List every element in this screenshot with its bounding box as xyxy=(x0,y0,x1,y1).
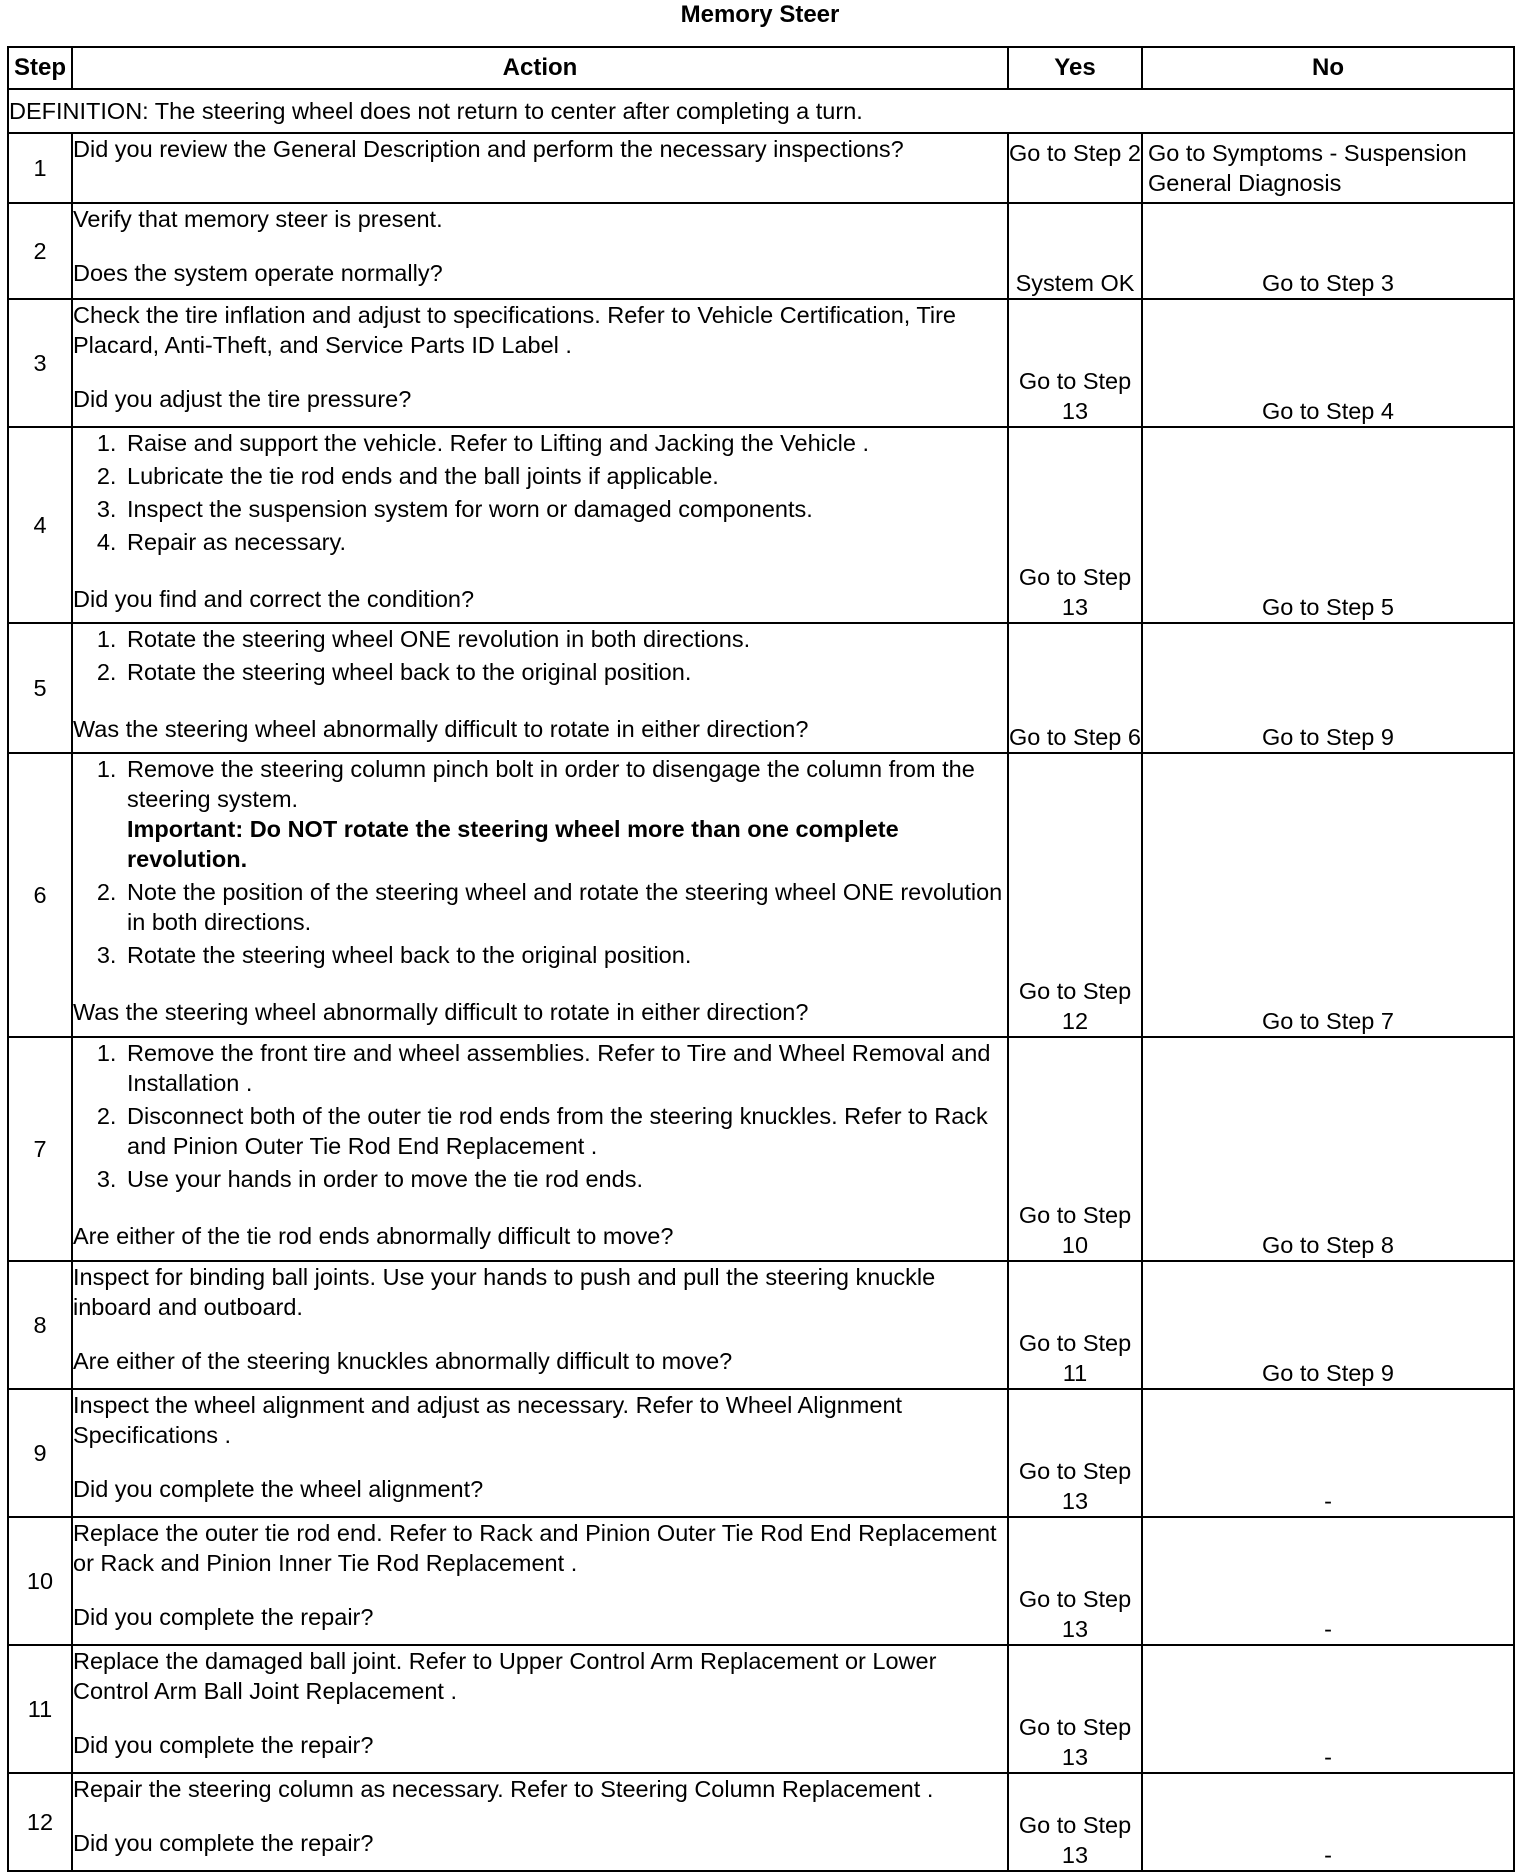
step-number: 9 xyxy=(8,1389,72,1517)
yes-result: Go to Step 13 xyxy=(1008,1517,1142,1645)
yes-result: Go to Step 13 xyxy=(1008,299,1142,427)
step-number: 3 xyxy=(8,299,72,427)
step-row xyxy=(8,1261,1514,1389)
action-question: Did you complete the repair? xyxy=(73,1830,374,1856)
procedure-item: 2. Lubricate the tie rod ends and the ball joints if applicable. xyxy=(123,461,1007,491)
procedure-item: 1. Raise and support the vehicle. Refer to Lifting and Jacking the Vehicle . xyxy=(123,428,1007,458)
yes-result: Go to Step 12 xyxy=(1008,753,1142,1037)
action-text: Repair the steering column as necessary. Refer to Steering Column Replacement . xyxy=(73,1776,934,1802)
step-number: 5 xyxy=(8,623,72,753)
no-result: Go to Step 4 xyxy=(1142,299,1514,427)
procedure-item: 4. Repair as necessary. xyxy=(123,527,1007,557)
procedure-item: 3. Use your hands in order to move the tie rod ends. xyxy=(123,1164,1007,1194)
procedure-item: 3. Rotate the steering wheel back to the original position. xyxy=(123,940,1007,970)
action-question: Are either of the tie rod ends abnormally difficult to move? xyxy=(73,1223,674,1249)
no-result: - xyxy=(1142,1517,1514,1645)
action-cell xyxy=(72,1645,1008,1773)
step-row xyxy=(8,1645,1514,1773)
action-cell xyxy=(72,1037,1008,1261)
action-cell xyxy=(72,623,1008,753)
no-result: Go to Step 9 xyxy=(1142,1261,1514,1389)
yes-result: System OK xyxy=(1008,203,1142,299)
action-question: Did you complete the wheel alignment? xyxy=(73,1476,484,1502)
definition-text: DEFINITION: The steering wheel does not return to center after completing a turn. xyxy=(8,89,1514,133)
no-result: - xyxy=(1142,1389,1514,1517)
procedure-item: 2. Disconnect both of the outer tie rod ends from the steering knuckles. Refer to Rack and Pinion Outer Tie Rod End Replacement . xyxy=(123,1101,1007,1161)
procedure-list xyxy=(73,754,1007,970)
step-row xyxy=(8,623,1514,753)
procedure-item: 2. Note the position of the steering wheel and rotate the steering wheel ONE revolution in both directions. xyxy=(123,877,1007,937)
yes-result: Go to Step 13 xyxy=(1008,1389,1142,1517)
action-text: Verify that memory steer is present. xyxy=(73,206,443,232)
action-question: Did you adjust the tire pressure? xyxy=(73,386,412,412)
step-row xyxy=(8,427,1514,623)
yes-result: Go to Step 6 xyxy=(1008,623,1142,753)
step-number: 8 xyxy=(8,1261,72,1389)
step-number: 10 xyxy=(8,1517,72,1645)
action-text: Replace the outer tie rod end. Refer to Rack and Pinion Outer Tie Rod End Replacement or Rack and Pinion Inner Tie Rod Replacement . xyxy=(73,1520,997,1576)
no-result: - xyxy=(1142,1773,1514,1871)
yes-result: Go to Step 2 xyxy=(1008,133,1142,203)
yes-result: Go to Step 10 xyxy=(1008,1037,1142,1261)
yes-result: Go to Step 11 xyxy=(1008,1261,1142,1389)
important-note: Important: Do NOT rotate the steering wheel more than one complete revolution. xyxy=(127,816,899,872)
yes-result: Go to Step 13 xyxy=(1008,1773,1142,1871)
procedure-item: 3. Inspect the suspension system for worn or damaged components. xyxy=(123,494,1007,524)
yes-column-header: Yes xyxy=(1008,47,1142,89)
step-number: 12 xyxy=(8,1773,72,1871)
action-cell xyxy=(72,133,1008,203)
step-number: 4 xyxy=(8,427,72,623)
action-text: Inspect the wheel alignment and adjust as necessary. Refer to Wheel Alignment Specifications . xyxy=(73,1392,903,1448)
action-cell xyxy=(72,753,1008,1037)
step-row xyxy=(8,133,1514,203)
step-row xyxy=(8,1037,1514,1261)
no-column-header: No xyxy=(1142,47,1514,89)
diagnostic-table xyxy=(7,46,1515,1872)
action-question: Did you complete the repair? xyxy=(73,1604,374,1630)
action-cell xyxy=(72,427,1008,623)
no-result: Go to Step 7 xyxy=(1142,753,1514,1037)
procedure-list xyxy=(73,428,1007,557)
step-number: 2 xyxy=(8,203,72,299)
step-row xyxy=(8,203,1514,299)
procedure-text: Remove the steering column pinch bolt in order to disengage the column from the steering system. xyxy=(127,756,975,812)
procedure-item: 1. Remove the front tire and wheel assemblies. Refer to Tire and Wheel Removal and Installation . xyxy=(123,1038,1007,1098)
action-column-header: Action xyxy=(72,47,1008,89)
action-question: Did you find and correct the condition? xyxy=(73,586,475,612)
step-row xyxy=(8,1517,1514,1645)
page-title: Memory Steer xyxy=(680,1,840,28)
step-number: 6 xyxy=(8,753,72,1037)
procedure-item: 1. Rotate the steering wheel ONE revolution in both directions. xyxy=(123,624,1007,654)
step-number: 7 xyxy=(8,1037,72,1261)
action-cell xyxy=(72,203,1008,299)
procedure-item: 2. Rotate the steering wheel back to the original position. xyxy=(123,657,1007,687)
yes-result: Go to Step 13 xyxy=(1008,1645,1142,1773)
step-row xyxy=(8,1389,1514,1517)
no-result: Go to Symptoms - Suspension General Diagnosis xyxy=(1142,133,1514,203)
action-cell xyxy=(72,1261,1008,1389)
step-row xyxy=(8,753,1514,1037)
action-text: Did you review the General Description and perform the necessary inspections? xyxy=(73,136,904,162)
action-cell xyxy=(72,299,1008,427)
yes-result: Go to Step 13 xyxy=(1008,427,1142,623)
definition-row xyxy=(8,89,1514,133)
procedure-list xyxy=(73,1038,1007,1194)
action-cell xyxy=(72,1773,1008,1871)
action-question: Did you complete the repair? xyxy=(73,1732,374,1758)
no-result: Go to Step 8 xyxy=(1142,1037,1514,1261)
action-question: Are either of the steering knuckles abnormally difficult to move? xyxy=(73,1348,733,1374)
no-result: Go to Step 9 xyxy=(1142,623,1514,753)
no-result: - xyxy=(1142,1645,1514,1773)
action-cell xyxy=(72,1517,1008,1645)
action-cell xyxy=(72,1389,1008,1517)
no-result: Go to Step 3 xyxy=(1142,203,1514,299)
step-number: 1 xyxy=(8,133,72,203)
step-column-header: Step xyxy=(8,47,72,89)
step-row xyxy=(8,1773,1514,1871)
action-text: Check the tire inflation and adjust to specifications. Refer to Vehicle Certification, Tire Placard, Anti-Theft, and Service Parts ID Label . xyxy=(73,302,957,358)
step-number: 11 xyxy=(8,1645,72,1773)
action-question: Does the system operate normally? xyxy=(73,260,443,286)
procedure-list xyxy=(73,624,1007,687)
procedure-item xyxy=(123,754,1007,874)
action-text: Inspect for binding ball joints. Use your hands to push and pull the steering knuckle inboard and outboard. xyxy=(73,1264,936,1320)
action-question: Was the steering wheel abnormally difficult to rotate in either direction? xyxy=(73,999,809,1025)
step-row xyxy=(8,299,1514,427)
no-result: Go to Step 5 xyxy=(1142,427,1514,623)
action-question: Was the steering wheel abnormally difficult to rotate in either direction? xyxy=(73,716,809,742)
header-row xyxy=(8,47,1514,89)
action-text: Replace the damaged ball joint. Refer to Upper Control Arm Replacement or Lower Control Arm Ball Joint Replacement . xyxy=(73,1648,937,1704)
